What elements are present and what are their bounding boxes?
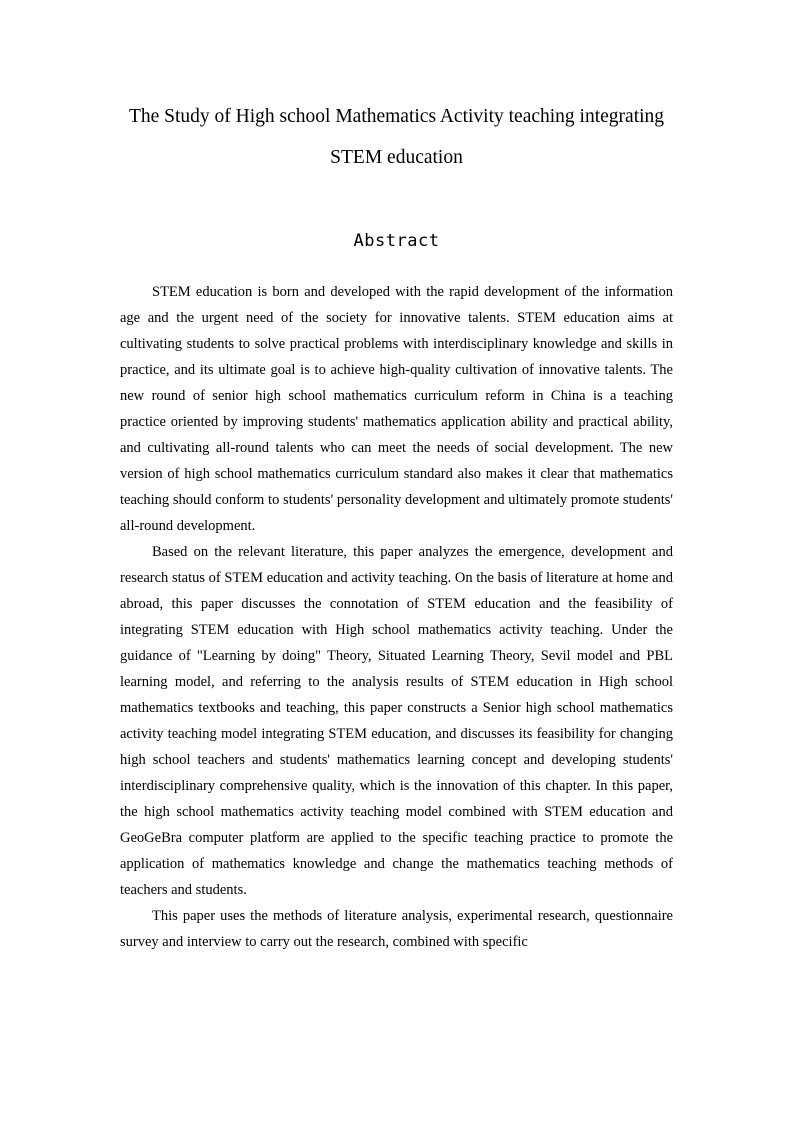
abstract-paragraph-3: This paper uses the methods of literature analysis, experimental research, questionnaire survey and interview to carry out the research, combined with specific <box>120 908 673 950</box>
abstract-body <box>120 279 673 955</box>
abstract-paragraph-2: Based on the relevant literature, this paper analyzes the emergence, development and research status of STEM education and activity teaching. On the basis of literature at home and abroad, this paper discusses the connotation of STEM education and the feasibility of integrating STEM education with High school mathematics activity teaching. Under the guidance of "Learning by doing" Theory, Situated Learning Theory, Sevil model and PBL learning model, and referring to the analysis results of STEM education in High school mathematics textbooks and teaching, this paper constructs a Senior high school mathematics activity teaching model integrating STEM education, and discusses its feasibility for changing high school teachers and students' mathematics learning concept and developing students' interdisciplinary comprehensive quality, which is the innovation of this chapter. In this paper, the high school mathematics activity teaching model combined with STEM education and GeoGeBra computer platform are applied to the specific teaching practice to promote the application of mathematics knowledge and change the mathematics teaching methods of teachers and students. <box>120 544 673 898</box>
abstract-paragraph-1: STEM education is born and developed with the rapid development of the information age and the urgent need of the society for innovative talents. STEM education aims at cultivating students to solve practical problems with interdisciplinary knowledge and skills in practice, and its ultimate goal is to achieve high-quality cultivation of innovative talents. The new round of senior high school mathematics curriculum reform in China is a teaching practice oriented by improving students' mathematics application ability and practical ability, and cultivating all-round talents who can meet the needs of social development. The new version of high school mathematics curriculum standard also makes it clear that mathematics teaching should conform to students' personality development and ultimately promote students' all-round development. <box>120 284 673 534</box>
abstract-heading: Abstract <box>353 231 440 251</box>
paper-title-line-2: STEM education <box>330 147 463 168</box>
paper-title-line-1: The Study of High school Mathematics Activity teaching integrating <box>128 106 665 127</box>
